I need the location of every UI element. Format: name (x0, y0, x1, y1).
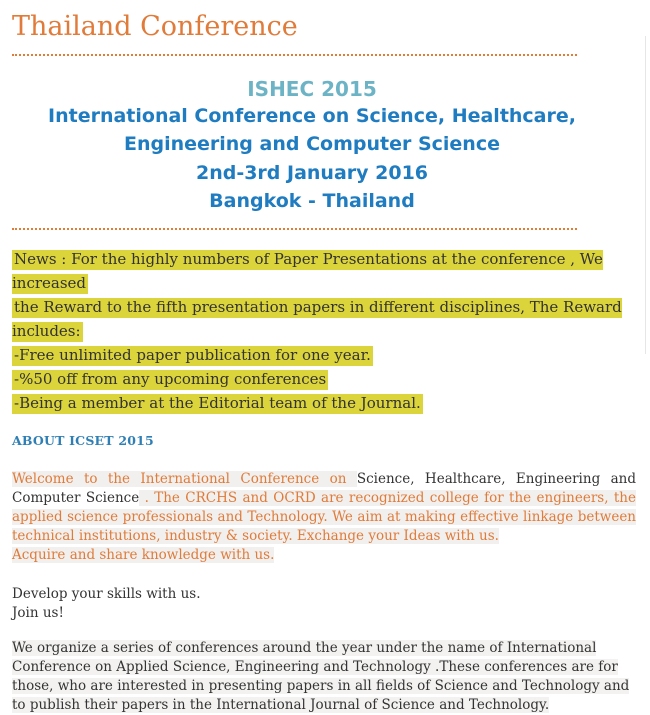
conference-banner (12, 76, 612, 215)
news-line: the Reward to the fifth presentation papers in different disciplines, The Reward includes: (12, 298, 622, 340)
conference-name-line1: International Conference on Science, Healthcare, (48, 105, 576, 127)
develop-paragraph (12, 585, 648, 623)
develop-text: Develop your skills with us. (12, 586, 201, 602)
dotted-divider (12, 54, 577, 56)
page (0, 10, 648, 715)
news-line: -Free unlimited paper publication for one year. (14, 346, 371, 364)
conference-acronym: ISHEC 2015 (247, 77, 377, 101)
divider (645, 36, 646, 354)
news-line: -Being a member at the Editorial team of the Journal. (14, 394, 421, 412)
dotted-divider (12, 228, 577, 230)
conference-name-line2: Engineering and Computer Science (123, 133, 500, 155)
welcome-text: Welcome to the International Conference on (12, 471, 357, 487)
news-block (12, 247, 648, 415)
welcome-text: . The CRCHS and OCRD are recognized college for the engineers, the applied science professionals and Technology. We aim at making effective linkage between technical institutions, industry & society. Exchange your Ideas with us. (12, 490, 636, 544)
conference-dates: 2nd-3rd January 2016 (195, 162, 429, 184)
organize-text: We organize a series of conferences around the year under the name of International Conference on Applied Science, Engineering and Technology .These conferences are for those, who are interested in presenting papers in all fields of Science and Technology and to publish their papers in the International Journal of Science and Technology. (12, 640, 630, 713)
news-line: News : For the highly numbers of Paper Presentations at the conference , We increased (12, 250, 603, 292)
about-heading: ABOUT ICSET 2015 (12, 433, 154, 448)
site-title[interactable]: Thailand Conference (12, 11, 298, 42)
welcome-topics: Science, Healthcare, Engineering and Computer Science (12, 471, 637, 506)
welcome-paragraph (12, 470, 636, 565)
welcome-text: Acquire and share knowledge with us. (12, 547, 275, 563)
organize-paragraph (12, 639, 638, 715)
join-text: Join us! (12, 605, 64, 621)
news-line: -%50 off from any upcoming conferences (14, 370, 327, 388)
conference-location: Bangkok - Thailand (209, 190, 415, 212)
